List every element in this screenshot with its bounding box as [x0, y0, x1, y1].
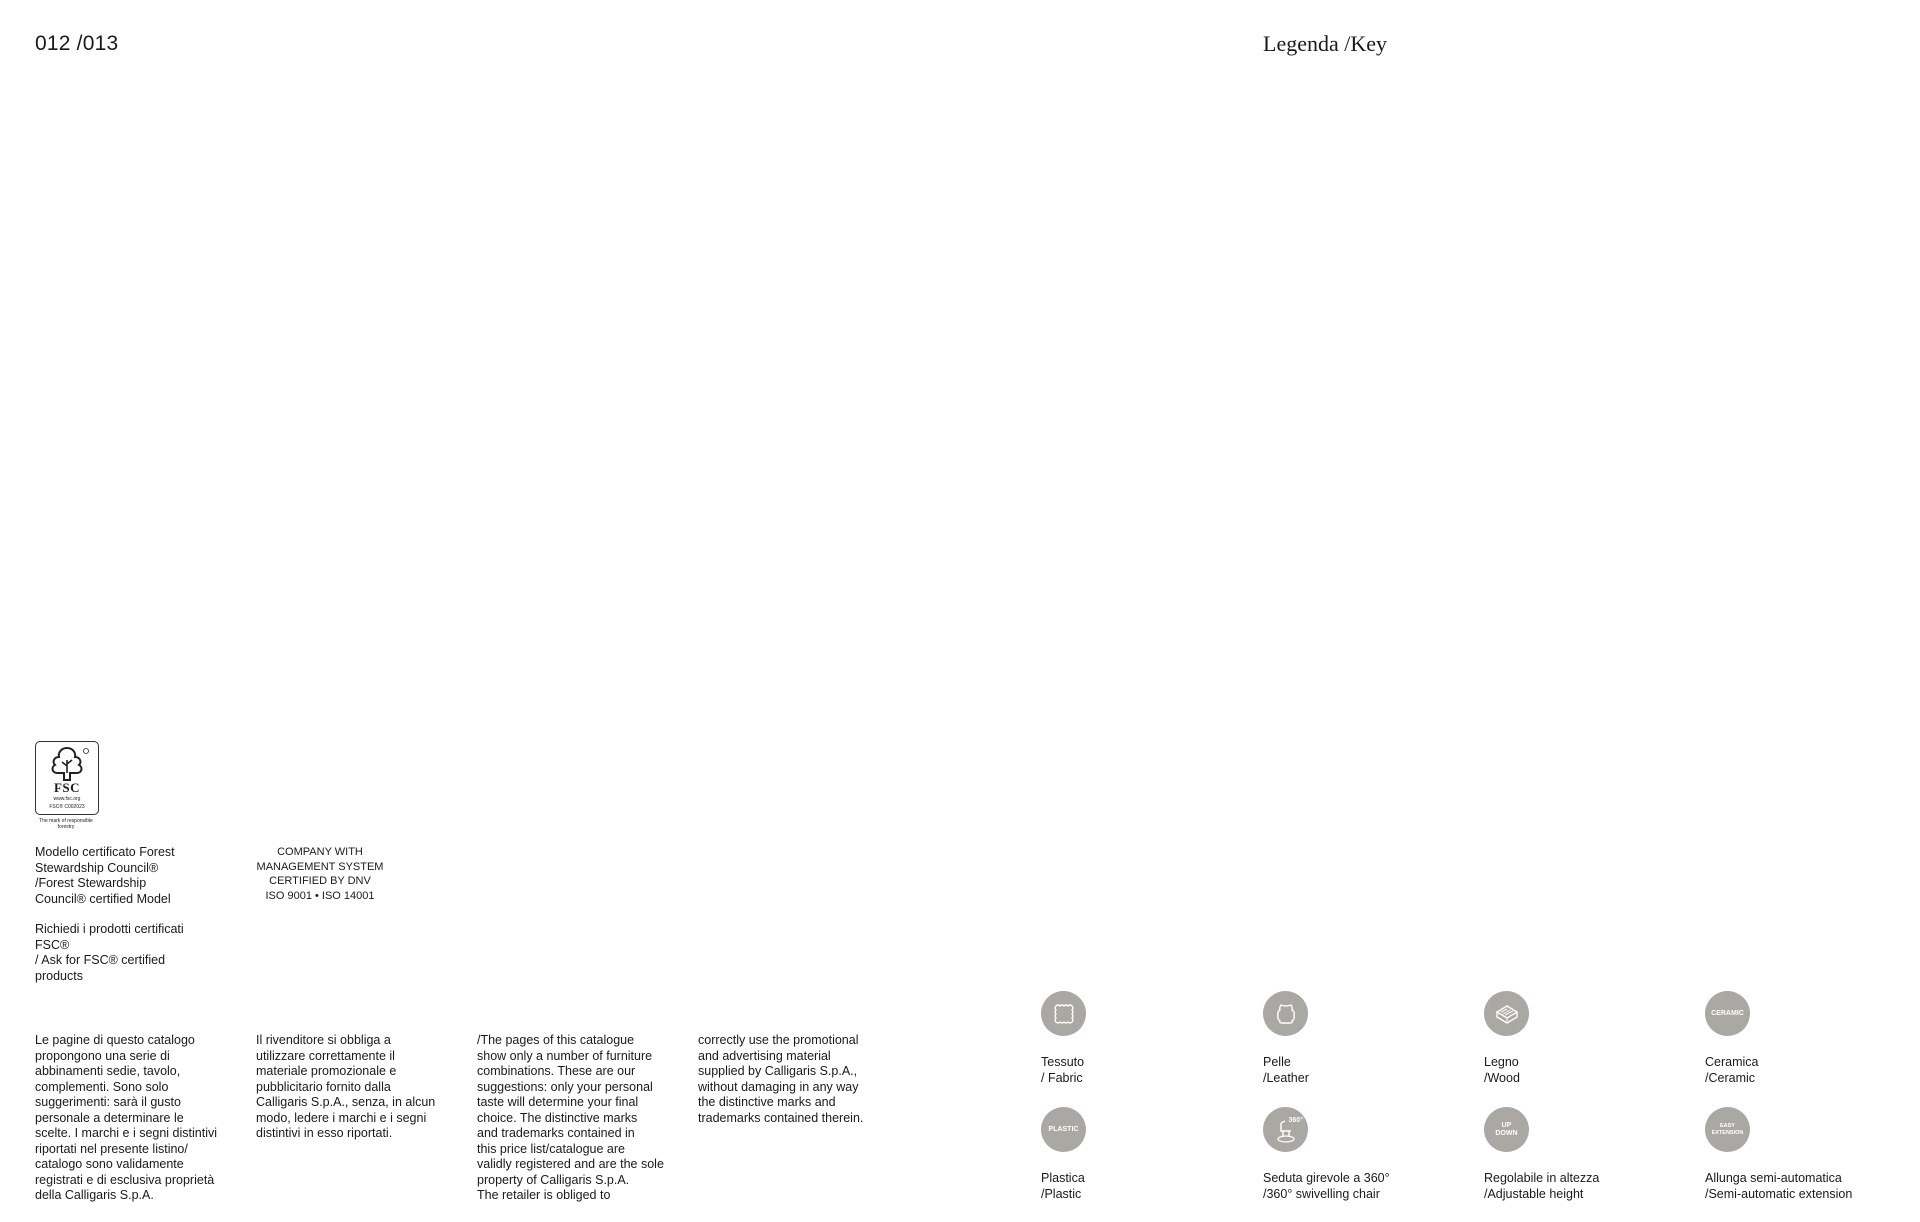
legend-item-ceramic — [1705, 991, 1920, 1086]
legend-label: Legno /Wood — [1484, 1055, 1520, 1085]
fsc-url: www.fsc.org — [53, 796, 81, 802]
legend-item-height — [1484, 1107, 1704, 1202]
height-adjust-icon: UP DOWN — [1484, 1107, 1529, 1152]
legend-item-swivel — [1263, 1107, 1483, 1202]
disclaimer-english-1: /The pages of this catalogue show only a number of furniture combinations. These are our suggestions: only your personal taste will determine your final choice. The distinctive marks and trademarks contained in this price list/catalogue are validly registered and are the sole property of Calligaris S.p.A. The retailer is obliged to — [477, 1033, 664, 1202]
legend-label: Plastica /Plastic — [1041, 1171, 1085, 1201]
fsc-code: FSC® C002023 — [49, 804, 85, 810]
legend-label: Regolabile in altezza /Adjustable height — [1484, 1171, 1600, 1201]
wood-icon — [1484, 991, 1529, 1036]
page-number: 012 /013 — [35, 32, 119, 55]
legend-label: Ceramica /Ceramic — [1705, 1055, 1759, 1085]
legend-label: Seduta girevole a 360° /360° swivelling chair — [1263, 1171, 1390, 1201]
legend-item-wood — [1484, 991, 1704, 1086]
legend-label: Tessuto / Fabric — [1041, 1055, 1085, 1085]
legend-item-plastic — [1041, 1107, 1261, 1202]
fabric-icon — [1041, 991, 1086, 1036]
swivel-icon — [1263, 1107, 1308, 1152]
fsc-tagline: The mark of responsible forestry — [39, 818, 93, 830]
dnv-certification-text: COMPANY WITH MANAGEMENT SYSTEM CERTIFIED BY DNV ISO 9001 • ISO 14001 — [256, 846, 384, 902]
leather-icon — [1263, 991, 1308, 1036]
legend-label: Pelle /Leather — [1263, 1055, 1309, 1085]
swivel-icon-text: 360° — [1288, 1117, 1303, 1124]
fsc-logo-box — [35, 741, 99, 815]
plastic-icon: PLASTIC — [1041, 1107, 1086, 1152]
disclaimer-english-2: correctly use the promotional and advertising material supplied by Calligaris S.p.A., without damaging in any way the distinctive marks and trademarks contained therein. — [698, 1033, 864, 1125]
fsc-logo-text: FSC — [53, 780, 81, 795]
disclaimer-italian-1: Le pagine di questo catalogo propongono una serie di abbinamenti sedie, tavolo, complementi. Sono solo suggerimenti: sarà il gusto personale a determinare le scelte. I marchi e i segni distintivi riportati nel presente listino/ catalogo sono validamente registrati e di esclusiva proprietà della Calligaris S.p.A. — [35, 1033, 218, 1202]
legend-label: Allunga semi-automatica /Semi-automatic extension — [1705, 1171, 1853, 1201]
extension-icon: EASY EXTENSION — [1705, 1107, 1750, 1152]
legend-item-fabric — [1041, 991, 1261, 1086]
legend-item-leather — [1263, 991, 1483, 1086]
legend-item-extension — [1705, 1107, 1920, 1202]
page-title: Legenda /Key — [1263, 31, 1387, 56]
fsc-certified-text: Modello certificato Forest Stewardship Council® /Forest Stewardship Council® certified Model — [35, 845, 175, 906]
ceramic-icon: CERAMIC — [1705, 991, 1750, 1036]
fsc-ask-text: Richiedi i prodotti certificati FSC® / Ask for FSC® certified products — [35, 922, 184, 983]
disclaimer-italian-2: Il rivenditore si obbliga a utilizzare correttamente il materiale promozionale e pubblicitario fornito dalla Calligaris S.p.A., senza, in alcun modo, ledere i marchi e i segni distintivi in esso riportati. — [256, 1033, 436, 1140]
fsc-tree-icon — [44, 746, 90, 782]
fsc-logo — [35, 741, 99, 830]
